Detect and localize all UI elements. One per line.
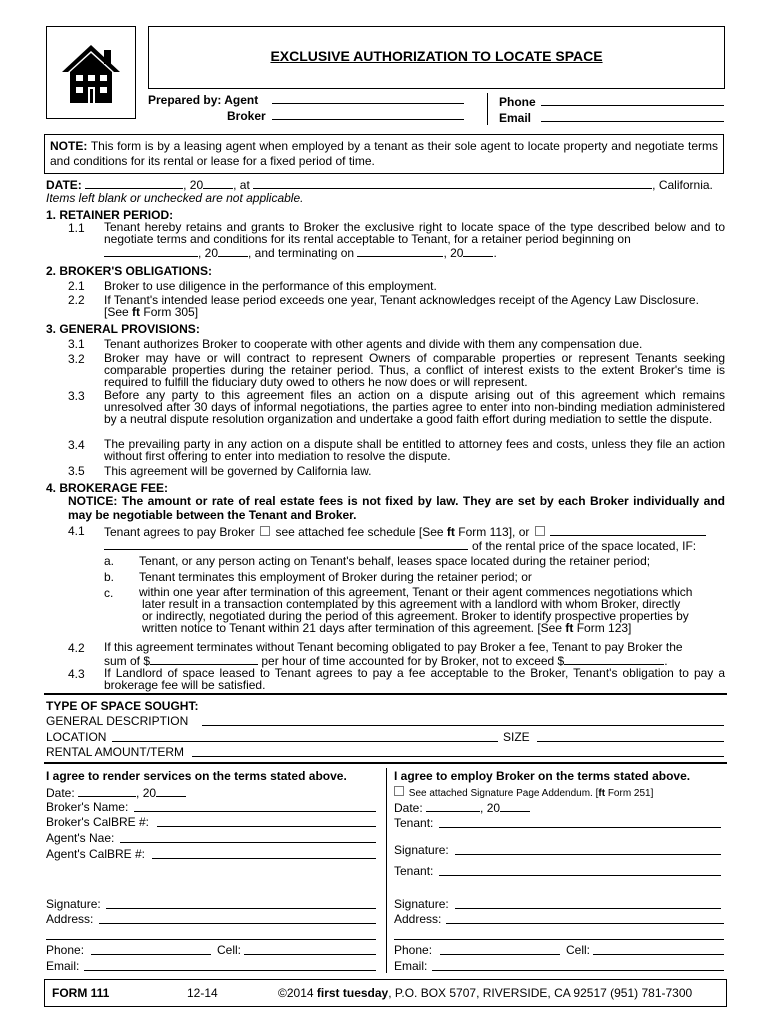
brokers-name-label: Broker's Name:	[46, 800, 129, 814]
tenant-signature-1-field[interactable]	[455, 854, 721, 855]
broker-label: Broker	[227, 109, 266, 123]
p-3-1-num: 3.1	[68, 337, 85, 351]
tenant-date	[394, 800, 530, 815]
p-4-1-ft: ft	[446, 525, 455, 539]
hourly-rate-field[interactable]	[150, 653, 258, 665]
p-4-1-c1: within one year after termination of this agreement, Tenant or their agent commences negotiations which	[139, 585, 693, 599]
p-2-1: Broker to use diligence in the performance of this employment.	[104, 279, 437, 293]
p-4-2-num: 4.2	[68, 641, 85, 655]
p-3-2-num: 3.2	[68, 352, 85, 366]
p-4-1-a-text: Tenant, or any person acting on Tenant's behalf, leases space located during the retainer period;	[139, 554, 651, 568]
tenant-agree-heading: I agree to employ Broker on the terms stated above.	[394, 769, 691, 783]
agents-name-label: Agent's Nae:	[46, 831, 115, 845]
tenant-email-label: Email:	[394, 959, 428, 973]
p-1-1-d: , 20	[443, 246, 464, 260]
brokers-name-field[interactable]	[134, 811, 376, 812]
p-2-2-b: [See	[104, 305, 133, 319]
p-4-1-c-ft: ft	[565, 621, 574, 635]
p-3-5-num: 3.5	[68, 464, 85, 478]
email-label: Email	[499, 111, 532, 125]
location-field[interactable]	[112, 741, 498, 742]
p-1-1-c: , and terminating on	[248, 246, 355, 260]
p-4-1-b-text: Tenant terminates this employment of Broker during the retainer period; or	[139, 570, 532, 584]
tenant-1-field[interactable]	[439, 827, 721, 828]
copyright-brand: first tuesday	[316, 986, 389, 1000]
p-4-1-c-text	[139, 586, 729, 634]
p-3-4: The prevailing party in any action on a dispute shall be entitled to attorney fees and costs, unless they file an action without first offering to enter into mediation to resolve the dispute.	[104, 437, 725, 463]
p-4-1-c3: or indirectly, negotiated during the period of this agreement. Broker to identify prospective properties by	[142, 609, 689, 623]
p-4-1-b-label: b.	[104, 570, 115, 584]
broker-address-label: Address:	[46, 912, 94, 926]
p-2-2-num: 2.2	[68, 293, 85, 307]
p-4-1-b: see attached fee schedule [See	[275, 525, 447, 539]
p-4-2-line2	[104, 653, 726, 667]
tenant-signature-2-label: Signature:	[394, 897, 449, 911]
copyright-b: , P.O. BOX 5707, RIVERSIDE, CA 92517 (951) 781-7300	[388, 986, 693, 1000]
p-1-1-num: 1.1	[68, 221, 85, 235]
p-4-2-a: If this agreement terminates without Tenant becoming obligated to pay Broker a fee, Tenant to pay Broker the	[104, 640, 683, 654]
broker-phone-field[interactable]	[91, 954, 211, 955]
copyright	[278, 986, 692, 1000]
broker-date-20: , 20	[136, 786, 157, 800]
p-4-1-num: 4.1	[68, 524, 85, 538]
p-4-1-c-label: c.	[104, 586, 114, 600]
phone-label: Phone	[499, 95, 536, 109]
retainer-start-year[interactable]	[218, 245, 248, 257]
p-3-1: Tenant authorizes Broker to cooperate with other agents and divide with them any compensation due.	[104, 337, 643, 351]
broker-address-field[interactable]	[99, 923, 376, 924]
tenant-date-20: , 20	[480, 801, 501, 815]
retainer-end-year[interactable]	[463, 245, 493, 257]
p-3-3: Before any party to this agreement files an action on a dispute arising out of this agreement which remains unresolved after 30 days of informal negotiations, the parties agree to enter into non-binding mediation administered by a neutral dispute resolution organization and undertake a good faith effort during mediation to settle the dispute.	[104, 388, 725, 426]
tenant-phone-field[interactable]	[440, 954, 560, 955]
agents-calbre-field[interactable]	[152, 858, 376, 859]
date-mid: , 20	[183, 178, 204, 192]
agents-name-field[interactable]	[120, 842, 376, 843]
fee-other-field[interactable]	[550, 524, 706, 536]
p-1-1-dates	[104, 245, 497, 260]
date-at: , at	[233, 178, 250, 192]
rental-field[interactable]	[192, 756, 724, 757]
p-1-1-e: .	[493, 246, 497, 260]
date-line	[46, 177, 726, 192]
tenant-address-field-2[interactable]	[394, 939, 724, 940]
note-box	[44, 134, 724, 174]
fee-notice: NOTICE: The amount or rate of real estate fees is not fixed by law. They are set by each Broker individually and may be negotiable between the Tenant and Broker.	[68, 494, 725, 522]
tenant-cell-field[interactable]	[593, 954, 724, 955]
tenant-2-field[interactable]	[439, 875, 721, 876]
form-date: 12-14	[187, 986, 218, 1000]
p-2-2: If Tenant's intended lease period exceeds one year, Tenant acknowledges receipt of the Agency Law Disclosure.	[104, 293, 699, 307]
p-4-1-line1	[104, 524, 726, 539]
header-divider	[487, 93, 488, 125]
p-4-3: If Landlord of space leased to Tenant agrees to pay a fee acceptable to the Broker, Tenant's obligation to pay a brokerage fee will be satisfied.	[104, 666, 725, 692]
section-4-title: 4. BROKERAGE FEE:	[46, 481, 169, 495]
p-4-1-c4-line	[139, 622, 729, 634]
p-4-1-a-label: a.	[104, 554, 115, 568]
section-3-title: 3. GENERAL PROVISIONS:	[46, 322, 200, 336]
p-1-1-b: , 20	[198, 246, 219, 260]
broker-signature-field[interactable]	[106, 908, 376, 909]
p-4-1-c4: written notice to Tenant within 21 days after termination of this agreement. [See	[142, 621, 566, 635]
broker-phone-label: Phone:	[46, 943, 85, 957]
general-field[interactable]	[202, 725, 724, 726]
tenant-signature-2-field[interactable]	[455, 908, 721, 909]
tenant-email-field[interactable]	[432, 970, 724, 971]
p-4-1-c5: Form 123]	[573, 621, 632, 635]
p-3-2: Broker may have or will contract to represent Owners of comparable properties or represent Tenants seeking comparable properties during the retainer period. Thus, a conflict of interest exists to the extent Broker's time is required to fulfill the fiduciary duty owed to others he now does or will represent.	[104, 351, 725, 389]
p-3-3-num: 3.3	[68, 389, 85, 403]
p-2-2-c: Form 305]	[140, 305, 199, 319]
prepared-by-label: Prepared by: Agent	[148, 93, 259, 107]
tenant-date-field[interactable]	[426, 800, 480, 812]
tenant-address-label: Address:	[394, 912, 442, 926]
tenant-year-field[interactable]	[500, 800, 530, 812]
section-1-title: 1. RETAINER PERIOD:	[46, 208, 174, 222]
p-4-1-c2: later result in a transaction contemplated by this agreement with a landlord with whom Broker, directly	[142, 597, 681, 611]
year-field[interactable]	[203, 177, 233, 189]
size-field[interactable]	[537, 741, 724, 742]
broker-address-field-2[interactable]	[46, 939, 376, 940]
agent-field[interactable]	[272, 103, 464, 104]
p-4-3-num: 4.3	[68, 667, 85, 681]
tenant-phone-label: Phone:	[394, 943, 433, 957]
p-2-1-num: 2.1	[68, 279, 85, 293]
p-4-1-d: of the rental price of the space located, IF:	[472, 539, 697, 553]
max-fee-field[interactable]	[564, 653, 664, 665]
addendum-ft: ft	[598, 788, 606, 799]
date-field[interactable]	[85, 177, 183, 189]
broker-date-field[interactable]	[78, 785, 136, 797]
p-4-1-c: Form 113], or	[454, 525, 530, 539]
p-4-2-c: per hour of time accounted for by Broker, not to exceed $	[261, 654, 565, 668]
addendum-b: Form 251]	[605, 788, 654, 799]
general-label: GENERAL DESCRIPTION	[46, 714, 189, 728]
fee-other-checkbox[interactable]	[535, 526, 545, 536]
divider-1	[44, 693, 727, 695]
tenant-1-label: Tenant:	[394, 816, 434, 830]
space-title: TYPE OF SPACE SOUGHT:	[46, 699, 199, 713]
brokers-calbre-label: Broker's CalBRE #:	[46, 815, 149, 829]
city-field[interactable]	[253, 177, 652, 189]
broker-date-label: Date:	[46, 786, 75, 800]
broker-cell-label: Cell:	[217, 943, 242, 957]
tenant-cell-label: Cell:	[566, 943, 591, 957]
size-label: SIZE	[503, 730, 530, 744]
page-title: EXCLUSIVE AUTHORIZATION TO LOCATE SPACE	[270, 48, 603, 64]
email-field[interactable]	[541, 121, 724, 122]
broker-cell-field[interactable]	[244, 954, 376, 955]
p-2-2-ref	[104, 305, 198, 319]
form-number: FORM 111	[52, 986, 110, 1000]
broker-email-label: Email:	[46, 959, 80, 973]
divider-2	[44, 762, 727, 764]
rental-label: RENTAL AMOUNT/TERM	[46, 745, 185, 759]
location-label: LOCATION	[46, 730, 107, 744]
broker-agree-heading: I agree to render services on the terms stated above.	[46, 769, 347, 783]
fee-schedule-checkbox[interactable]	[260, 526, 270, 536]
date-label: DATE:	[46, 178, 82, 192]
retainer-start-field[interactable]	[104, 245, 198, 257]
addendum-line	[394, 786, 653, 799]
tenant-address-field[interactable]	[446, 923, 724, 924]
agents-calbre-label: Agent's CalBRE #:	[46, 847, 146, 861]
signature-divider	[386, 768, 387, 973]
tenant-date-label: Date:	[394, 801, 423, 815]
p-4-2-d: .	[664, 654, 668, 668]
fee-amount-field[interactable]	[104, 549, 468, 550]
note-label: NOTE:	[50, 139, 88, 153]
p-4-2	[104, 641, 726, 667]
broker-email-field[interactable]	[84, 970, 376, 971]
tenant-signature-1-label: Signature:	[394, 843, 449, 857]
broker-field[interactable]	[272, 119, 464, 120]
house-icon	[60, 42, 122, 104]
brokers-calbre-field[interactable]	[157, 826, 376, 827]
p-3-4-num: 3.4	[68, 438, 85, 452]
date-end: , California.	[652, 178, 713, 192]
p-1-1: Tenant hereby retains and grants to Broker the exclusive right to locate space of the type described below and to negotiate terms and conditions for its rental acceptable to Tenant, for a retainer period beginning on	[104, 220, 725, 246]
addendum-checkbox[interactable]	[394, 786, 404, 796]
p-4-1-a: Tenant agrees to pay Broker	[104, 525, 255, 539]
items-note: Items left blank or unchecked are not applicable.	[46, 191, 304, 205]
section-2-title: 2. BROKER'S OBLIGATIONS:	[46, 264, 212, 278]
broker-year-field[interactable]	[156, 785, 186, 797]
p-3-5: This agreement will be governed by California law.	[104, 464, 372, 478]
copyright-a: ©2014	[278, 986, 317, 1000]
p-4-2-b: sum of $	[104, 654, 151, 668]
note-text: This form is by a leasing agent when employed by a tenant as their sole agent to locate property and negotiate terms and conditions for its rental or lease for a fixed period of time.	[50, 139, 718, 168]
broker-date	[46, 785, 186, 800]
addendum-a: See attached Signature Page Addendum. [	[408, 788, 599, 799]
phone-field[interactable]	[541, 105, 724, 106]
tenant-2-label: Tenant:	[394, 864, 434, 878]
broker-signature-label: Signature:	[46, 897, 101, 911]
p-2-2-ft: ft	[132, 305, 141, 319]
retainer-end-field[interactable]	[357, 245, 443, 257]
